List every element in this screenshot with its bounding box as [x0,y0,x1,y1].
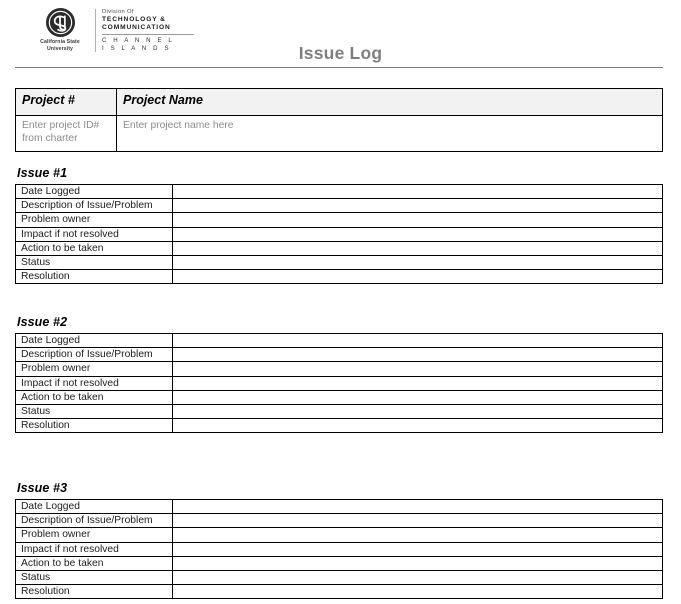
campus-line2: I S L A N D S [102,45,172,53]
table-row [16,542,663,556]
issue-table [15,499,663,599]
page-header [0,0,681,70]
issue-field-value[interactable] [173,528,663,542]
project-number-field[interactable]: Enter project ID# from charter [16,116,117,152]
table-row [16,334,663,348]
issue-field-label: Status [16,405,173,419]
table-row [16,185,663,199]
table-row [16,348,663,362]
issue-field-label: Resolution [16,419,173,433]
seal-caption-line1: California State [40,39,80,45]
table-row [16,362,663,376]
issue-field-label: Impact if not resolved [16,227,173,241]
wordmark-separator [102,34,194,35]
issue-field-label: Impact if not resolved [16,542,173,556]
issue-field-value[interactable] [173,227,663,241]
issue-field-value[interactable] [173,241,663,255]
issue-field-value[interactable] [173,405,663,419]
table-row [16,405,663,419]
issue-field-label: Impact if not resolved [16,376,173,390]
issue-field-value[interactable] [173,585,663,599]
issue-field-value[interactable] [173,270,663,284]
issue-field-label: Action to be taken [16,390,173,404]
issue-field-label: Action to be taken [16,241,173,255]
issue-field-value[interactable] [173,556,663,570]
issue-heading: Issue #3 [17,481,68,495]
issue-field-value[interactable] [173,256,663,270]
project-name-header: Project Name [117,89,663,116]
issue-field-value[interactable] [173,213,663,227]
wordmark-line1: TECHNOLOGY & [102,16,166,23]
page-title: Issue Log [298,43,383,63]
issue-field-label: Action to be taken [16,556,173,570]
issue-field-value[interactable] [173,376,663,390]
issue-table [15,184,663,284]
table-row [16,376,663,390]
project-name-field[interactable]: Enter project name here [117,116,663,152]
issue-field-label: Date Logged [16,500,173,514]
issue-field-label: Problem owner [16,528,173,542]
table-row [16,585,663,599]
table-row [16,419,663,433]
issue-field-label: Description of Issue/Problem [16,348,173,362]
issue-section [15,315,663,433]
issue-field-label: Date Logged [16,334,173,348]
issue-field-label: Description of Issue/Problem [16,514,173,528]
issue-field-value[interactable] [173,199,663,213]
project-info-table [15,88,663,152]
table-row [16,241,663,255]
issue-heading: Issue #2 [17,315,68,329]
table-row [16,571,663,585]
issue-table [15,333,663,433]
division-label: Division Of [102,9,134,15]
table-row [16,227,663,241]
issue-field-label: Status [16,571,173,585]
issue-field-label: Resolution [16,585,173,599]
issue-field-value[interactable] [173,390,663,404]
table-row [16,556,663,570]
issue-field-value[interactable] [173,348,663,362]
project-number-header: Project # [16,89,117,116]
issue-heading: Issue #1 [17,166,68,180]
table-row [16,213,663,227]
issue-field-label: Resolution [16,270,173,284]
table-row [16,256,663,270]
issue-field-value[interactable] [173,571,663,585]
issue-field-label: Status [16,256,173,270]
csu-seal-icon [45,7,76,38]
seal-caption-line2: University [46,46,74,53]
issue-field-value[interactable] [173,542,663,556]
issue-field-label: Description of Issue/Problem [16,199,173,213]
issue-section [15,481,663,599]
issue-section [15,166,663,284]
campus-line1: C H A N N E L [102,36,175,44]
table-row [16,514,663,528]
issue-field-label: Problem owner [16,362,173,376]
issue-field-value[interactable] [173,419,663,433]
table-row [16,270,663,284]
project-value-row [16,116,663,152]
table-row [16,199,663,213]
project-header-row [16,89,663,116]
issue-field-label: Date Logged [16,185,173,199]
table-row [16,528,663,542]
wordmark-line2: COMMUNICATION [102,24,171,32]
issue-field-value[interactable] [173,362,663,376]
issue-field-value[interactable] [173,500,663,514]
header-divider [15,67,663,68]
issue-field-value[interactable] [173,514,663,528]
table-row [16,500,663,514]
issue-field-value[interactable] [173,334,663,348]
issue-field-value[interactable] [173,185,663,199]
issue-field-label: Problem owner [16,213,173,227]
table-row [16,390,663,404]
